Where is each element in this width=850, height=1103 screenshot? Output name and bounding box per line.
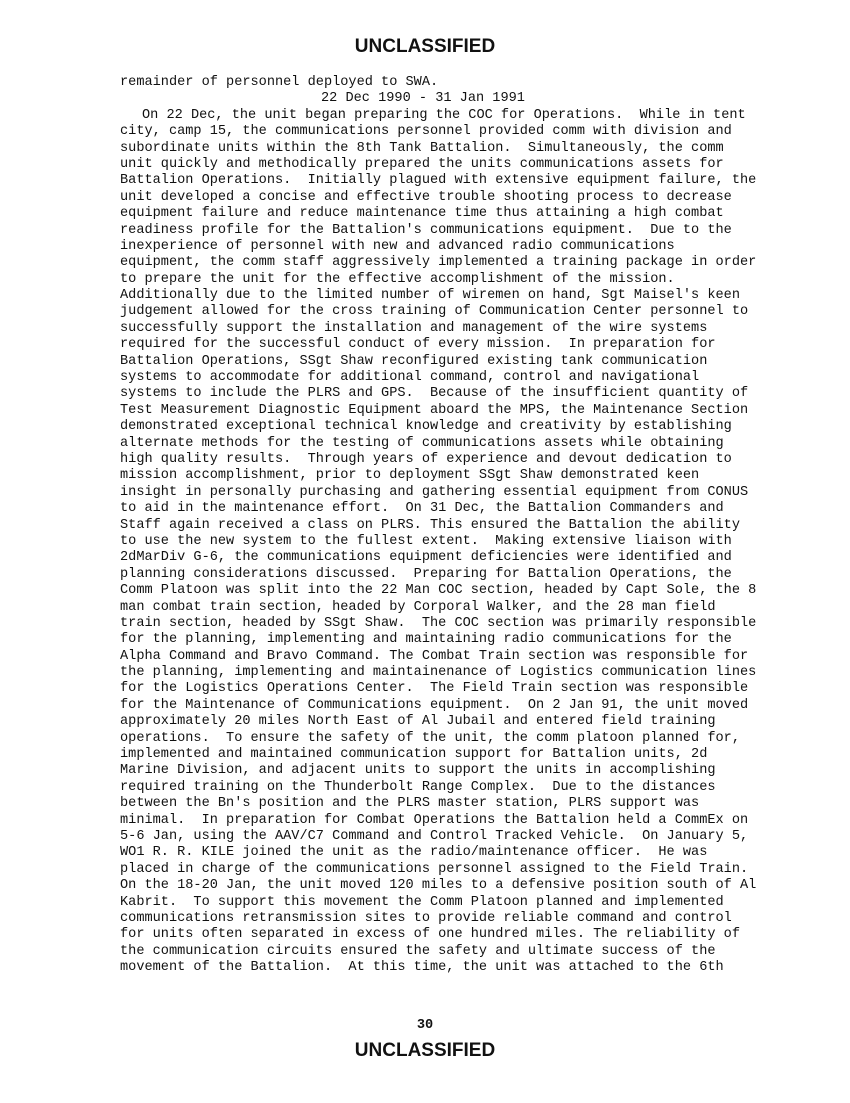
text-line: mission accomplishment, prior to deployment SSgt Shaw demonstrated keen	[120, 468, 700, 484]
text-line: city, camp 15, the communications personnel provided comm with division and	[120, 124, 732, 140]
text-line: Alpha Command and Bravo Command. The Combat Train section was responsible for	[120, 648, 749, 664]
text-line: 5-6 Jan, using the AAV/C7 Command and Control Tracked Vehicle. On January 5,	[120, 828, 749, 844]
text-line: unit quickly and methodically prepared the units communications assets for	[120, 156, 724, 172]
text-line: WO1 R. R. KILE joined the unit as the radio/maintenance officer. He was	[120, 845, 708, 861]
text-line: for the Maintenance of Communications equipment. On 2 Jan 91, the unit moved	[120, 697, 749, 713]
text-line: Kabrit. To support this movement the Comm Platoon planned and implemented	[120, 894, 724, 910]
text-line: equipment, the comm staff aggressively implemented a training package in order	[120, 255, 757, 271]
text-line: unit developed a concise and effective trouble shooting process to decrease	[120, 189, 732, 205]
text-line: for the planning, implementing and maintaining radio communications for the	[120, 632, 732, 648]
text-line: judgement allowed for the cross training of Communication Center personnel to	[120, 304, 749, 320]
text-line: alternate methods for the testing of communications assets while obtaining	[120, 435, 724, 451]
text-line: remainder of personnel deployed to SWA.	[120, 75, 439, 90]
text-line: Test Measurement Diagnostic Equipment aboard the MPS, the Maintenance Section	[120, 402, 749, 418]
text-line: systems to accommodate for additional command, control and navigational	[120, 370, 700, 386]
text-line: Marine Division, and adjacent units to support the units in accomplishing	[120, 763, 716, 779]
text-line: required training on the Thunderbolt Range Complex. Due to the distances	[120, 779, 716, 795]
text-line: Battalion Operations. Initially plagued with extensive equipment failure, the	[120, 173, 757, 189]
text-line: systems to include the PLRS and GPS. Because of the insufficient quantity of	[120, 386, 749, 402]
classification-header: UNCLASSIFIED	[354, 36, 496, 57]
text-line: the planning, implementing and maintainenance of Logistics communication lines	[120, 665, 757, 681]
text-line: Comm Platoon was split into the 22 Man COC section, headed by Capt Sole, the 8	[120, 583, 757, 599]
text-line: to use the new system to the fullest extent. Making extensive liaison with	[120, 533, 732, 549]
text-line: successfully support the installation and management of the wire systems	[120, 320, 708, 336]
text-line: planning considerations discussed. Preparing for Battalion Operations, the	[120, 566, 732, 582]
text-line: approximately 20 miles North East of Al Jubail and entered field training	[120, 714, 716, 730]
text-line: operations. To ensure the safety of the unit, the comm platoon planned for,	[120, 730, 740, 746]
text-line: for units often separated in excess of one hundred miles. The reliability of	[120, 927, 740, 943]
date-heading: 22 Dec 1990 - 31 Jan 1991	[321, 91, 525, 107]
text-line: man combat train section, headed by Corporal Walker, and the 28 man field	[120, 599, 716, 615]
text-line: required for the successful conduct of every mission. In preparation for	[120, 337, 716, 353]
text-line: to prepare the unit for the effective accomplishment of the mission.	[120, 271, 675, 287]
document-body	[120, 75, 820, 976]
text-line: subordinate units within the 8th Tank Battalion. Simultaneously, the comm	[120, 140, 724, 156]
text-line: the communication circuits ensured the safety and ultimate success of the	[120, 943, 716, 959]
text-line: On the 18-20 Jan, the unit moved 120 miles to a defensive position south of Al	[120, 878, 757, 894]
text-line: demonstrated exceptional technical knowledge and creativity by establishing	[120, 419, 732, 435]
text-line: between the Bn's position and the PLRS master station, PLRS support was	[120, 796, 700, 812]
text-line: equipment failure and reduce maintenance time thus attaining a high combat	[120, 206, 724, 222]
text-line: minimal. In preparation for Combat Operations the Battalion held a CommEx on	[120, 812, 749, 828]
text-line: 2dMarDiv G-6, the communications equipment deficiencies were identified and	[120, 550, 732, 566]
text-line: Additionally due to the limited number of wiremen on hand, Sgt Maisel's keen	[120, 288, 740, 304]
text-line: train section, headed by SSgt Shaw. The COC section was primarily responsible	[120, 615, 757, 631]
text-line: for the Logistics Operations Center. The Field Train section was responsible	[120, 681, 749, 697]
text-line: inexperience of personnel with new and advanced radio communications	[120, 238, 675, 254]
paragraph-first-line: On 22 Dec, the unit began preparing the COC for Operations. While in tent	[142, 107, 746, 123]
text-line: insight in personally purchasing and gathering essential equipment from CONUS	[120, 484, 749, 500]
text-line: Battalion Operations, SSgt Shaw reconfigured existing tank communication	[120, 353, 708, 369]
text-line: Staff again received a class on PLRS. This ensured the Battalion the ability	[120, 517, 740, 533]
text-line: communications retransmission sites to provide reliable command and control	[120, 910, 732, 926]
text-line: movement of the Battalion. At this time, the unit was attached to the 6th	[120, 960, 724, 976]
text-line: to aid in the maintenance effort. On 31 Dec, the Battalion Commanders and	[120, 501, 724, 517]
text-line: high quality results. Through years of experience and devout dedication to	[120, 451, 732, 467]
page-number: 30	[416, 1018, 434, 1033]
text-line: readiness profile for the Battalion's communications equipment. Due to the	[120, 222, 732, 238]
classification-footer: UNCLASSIFIED	[354, 1040, 496, 1061]
text-line: placed in charge of the communications personnel assigned to the Field Train.	[120, 861, 749, 877]
text-line: implemented and maintained communication support for Battalion units, 2d	[120, 747, 708, 763]
